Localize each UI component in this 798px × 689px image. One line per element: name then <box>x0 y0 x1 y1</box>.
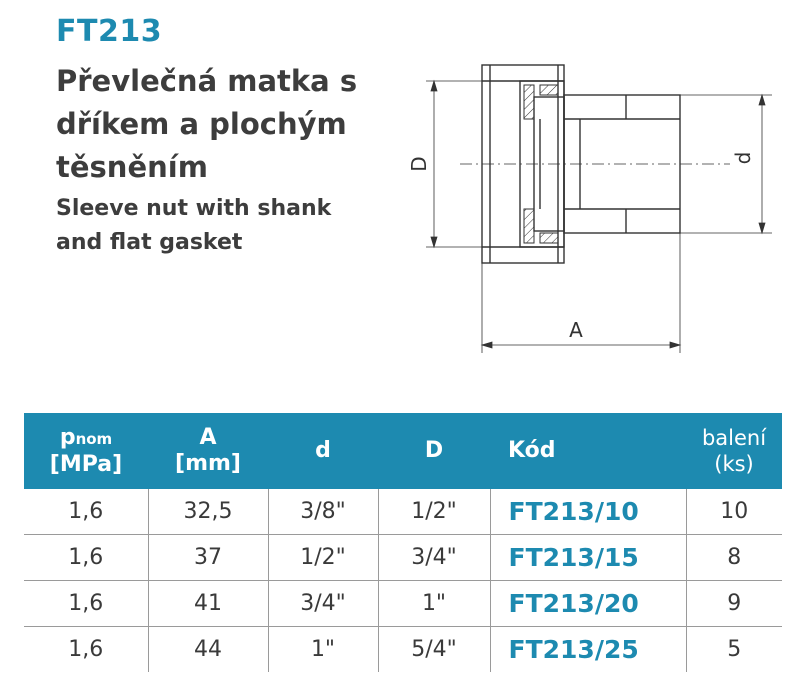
product-name-czech-line-3: těsněním <box>56 150 208 184</box>
header-code: Kód <box>490 413 686 489</box>
gasket-top <box>524 85 534 119</box>
cell-length-A: 41 <box>148 581 268 627</box>
header-pressure-unit: [MPa] <box>49 451 123 477</box>
cell-d: 1" <box>268 627 378 673</box>
cell-D: 1/2" <box>378 489 490 535</box>
cell-d: 3/4" <box>268 581 378 627</box>
product-name-english <box>56 192 396 260</box>
cell-code: FT213/25 <box>490 627 686 673</box>
header-pressure-symbol: p <box>59 424 76 450</box>
dimension-D-label: D <box>407 156 431 172</box>
cell-packaging: 9 <box>686 581 782 627</box>
hatch-top <box>540 85 558 95</box>
gasket-bottom <box>524 209 534 243</box>
cell-pressure: 1,6 <box>24 581 148 627</box>
technical-drawing <box>400 55 798 365</box>
product-name-czech <box>56 60 396 189</box>
cell-D: 3/4" <box>378 535 490 581</box>
header-length-A-label: A <box>199 425 217 450</box>
header-length-A <box>148 413 268 489</box>
cell-pressure: 1,6 <box>24 489 148 535</box>
cell-length-A: 32,5 <box>148 489 268 535</box>
table-row <box>24 627 782 673</box>
cell-code: FT213/20 <box>490 581 686 627</box>
product-name-english-line-1: Sleeve nut with shank <box>56 196 332 221</box>
header-D: D <box>378 413 490 489</box>
header-pressure-subscript: nom <box>75 429 113 448</box>
header-d: d <box>268 413 378 489</box>
cell-packaging: 5 <box>686 627 782 673</box>
header-pressure <box>24 413 148 489</box>
cell-packaging: 10 <box>686 489 782 535</box>
header-length-A-unit: [mm] <box>175 451 241 476</box>
cell-packaging: 8 <box>686 535 782 581</box>
product-name-english-line-2: and flat gasket <box>56 230 243 255</box>
cell-length-A: 44 <box>148 627 268 673</box>
product-name-czech-line-1: Převlečná matka s <box>56 64 358 98</box>
cell-pressure: 1,6 <box>68 637 104 662</box>
cell-length-A: 37 <box>148 535 268 581</box>
dimension-A-label: A <box>569 318 583 342</box>
cell-code: FT213/15 <box>490 535 686 581</box>
product-table <box>24 413 782 672</box>
cell-d: 3/8" <box>268 489 378 535</box>
hatch-bottom <box>540 233 558 243</box>
product-code-title: FT213 <box>56 14 163 49</box>
table-row <box>24 489 782 535</box>
cell-pressure: 1,6 <box>24 535 148 581</box>
table-row <box>24 535 782 581</box>
header-packaging <box>686 413 782 489</box>
header-packaging-unit: (ks) <box>714 452 754 476</box>
product-name-czech-line-2: dříkem a plochým <box>56 107 347 141</box>
cell-D: 5/4" <box>378 627 490 673</box>
table-header-row <box>24 413 782 489</box>
cell-d: 1/2" <box>268 535 378 581</box>
dimension-D <box>426 81 482 247</box>
cell-D: 1" <box>378 581 490 627</box>
header-packaging-label: balení <box>701 426 767 450</box>
cell-code: FT213/10 <box>490 489 686 535</box>
table-row <box>24 581 782 627</box>
dimension-d-label: d <box>731 151 755 165</box>
